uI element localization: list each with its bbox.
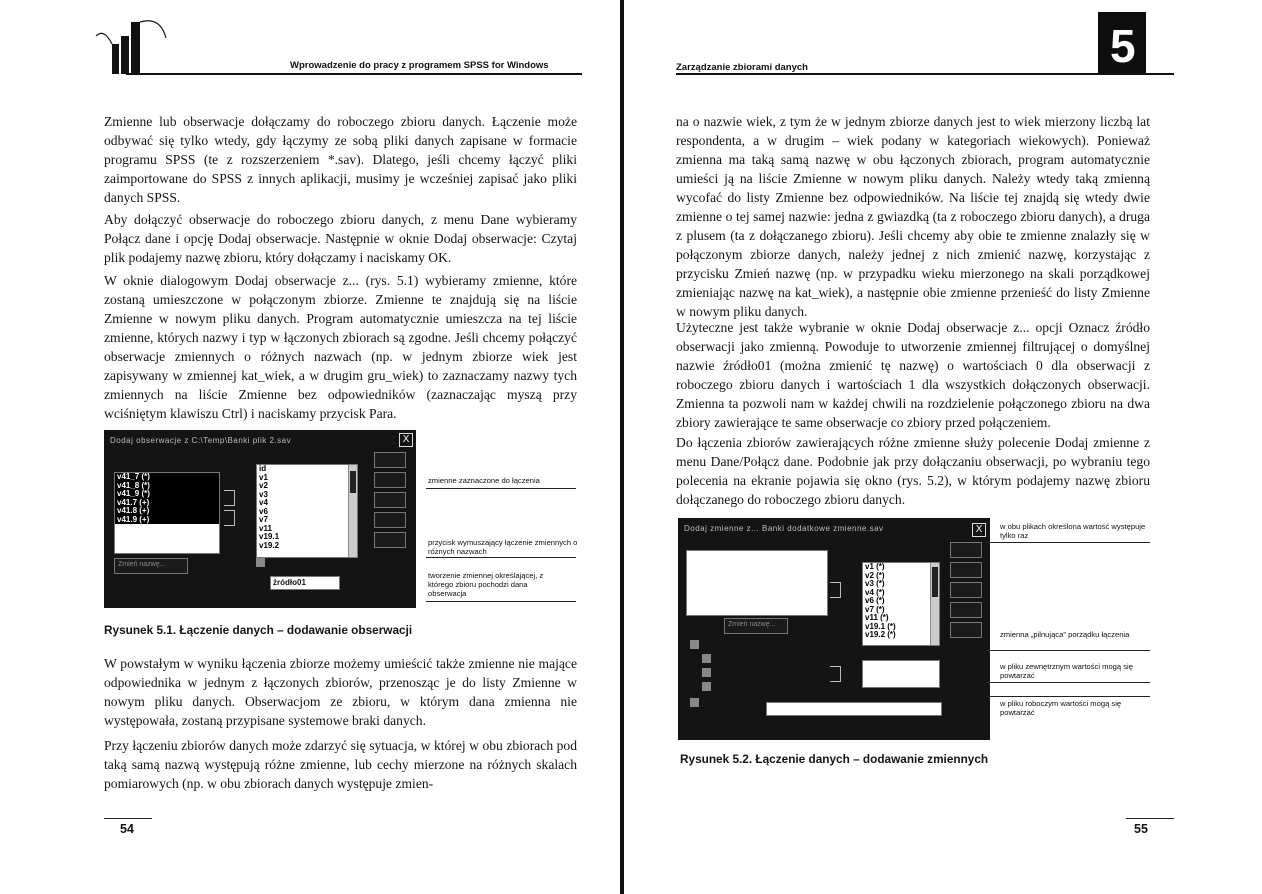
dialog-title: Dodaj obserwacje z C:\Temp\Banki plik 2.sav [110,436,292,445]
page-number-rule [1126,818,1174,819]
paragraph-2: Aby dołączyć obserwacje do roboczego zbioru danych, z menu Dane wybieramy Połącz dane i opcję Dodaj obserwacje. Następnie w oknie Dodaj obserwacje: Czytaj plik podajemy nazwę zbioru, który dołączamy i naciskamy OK. [104,212,577,265]
move-key-arrow-icon[interactable] [830,666,841,682]
book-logo-icon [90,14,180,78]
close-button[interactable]: X [972,523,986,537]
list-item[interactable]: id [259,464,267,473]
paragraph-5: Przy łączeniu zbiorów danych może zdarzyć się sytuacja, w której w obu zbiorach pod taką samą nazwą występują różne zmienne, lub cechy mierzone na różnych skalach pomiarowych (np. w obu zbiorach danych występuje zmien- [104,738,577,791]
annotation: w obu plikach określona wartość występuje tylko raz [1000,522,1146,540]
pair-arrow-icon[interactable] [224,510,235,526]
annotation: przycisk wymuszający łączenie zmiennych o różnych nazwach [428,538,578,556]
ok-button[interactable] [374,452,406,468]
close-button[interactable]: X [399,433,413,447]
scrollbar-thumb[interactable] [932,567,938,597]
annotation: zmienne zaznaczone do łączenia [428,476,540,485]
rename-button[interactable] [724,618,788,634]
list-scrollbar[interactable] [930,563,939,645]
figure-caption: Rysunek 5.1. Łączenie danych – dodawanie obserwacji [104,623,413,637]
page-number: 54 [120,822,134,836]
list-item[interactable]: v6 (*) [865,596,885,605]
dialog-add-variables [678,518,990,740]
list-item[interactable]: v41.9 (+) [115,516,219,525]
figure-caption: Rysunek 5.2. Łączenie danych – dodawanie zmiennych [680,752,989,766]
move-right-arrow-icon[interactable] [224,490,235,506]
annotation-rule [426,488,576,489]
indicator-variable-field[interactable] [766,702,942,716]
source-variable-field[interactable]: źródło01 [270,576,340,590]
annotation-rule [986,542,1150,543]
list-item[interactable]: v41_7 (*) [115,473,219,482]
dialog-title: Dodaj zmienne z... Banki dodatkowe zmienne.sav [684,524,884,533]
help-button[interactable] [950,622,982,638]
both-files-radio-icon[interactable] [702,682,711,691]
checkbox-icon[interactable] [256,558,265,567]
key-variables-list[interactable] [862,660,940,688]
chapter-number-badge [1098,12,1146,74]
annotation-rule [426,601,576,602]
cancel-button[interactable] [374,512,406,528]
list-item[interactable]: v4 (*) [865,587,885,597]
list-item[interactable]: v4 [259,498,268,507]
unpaired-variables-list[interactable] [114,472,220,554]
annotation: tworzenie zmiennej określającej, z którego zbioru pochodzi dana obserwacja [428,571,544,598]
annotation-rule [986,650,1150,651]
rename-label: Zmień nazwę... [728,621,776,628]
list-item[interactable]: v19.1 (*) [865,621,896,631]
indicator-checkbox-icon[interactable] [690,698,699,707]
list-item[interactable]: v19.2 [259,540,280,550]
list-scrollbar[interactable] [348,465,357,557]
list-item[interactable]: v3 (*) [865,579,885,588]
ok-button[interactable] [950,542,982,558]
paragraph-4: W powstałym w wyniku łączenia zbiorze możemy umieścić także zmienne nie mające odpowiednika w jednym z łączonych zbiorów, przenosząc je do listy Zmienne w nowym pliku danych. Obserwacjom ze zbioru, w którym dana zmienna nie występowała, zostaną przypisane systemowe braki danych. [104,656,577,728]
list-item[interactable]: v2 (*) [865,570,885,580]
list-item[interactable]: v41.8 (+) [115,507,219,516]
list-item[interactable]: v7 (*) [865,604,885,614]
paragraph-3: W oknie dialogowym Dodaj obserwacje z... (rys. 5.1) wybieramy zmienne, które zostaną umieszczone w połączonym zbiorze. Zmienne te znajdują się na liście Zmienne w nowym pliku danych. Program automatycznie umieszcza na tej liście zmienne, których nazwy i typ w łączonych zbiorach są zgodne. Jeśli chcemy połączyć obserwacje zmiennych o różnych nazwach (np. w jednym zbiorze wiek jest zapisywany w zmiennej kat_wiek, a w drugim gru_wiek) to zaznaczamy nazwy tych zmiennych na liście Zmienne bez odpowiedników (zaznaczając myszą przy wciśniętym klawiszu Ctrl) i naciskamy przycisk Para. [104,273,577,421]
page-number: 55 [1134,822,1148,836]
working-file-radio-icon[interactable] [702,668,711,677]
new-file-variables-list[interactable] [862,562,940,646]
paragraph-1: na o nazwie wiek, z tym że w jednym zbiorze danych jest to wiek mierzony liczbą lat respondenta, a w drugim – wiek podany w kategoriach wiekowych). Ponieważ zmienna ma taką samą nazwę w obu łączonych zbiorach, program automatycznie umieści ją na liście Zmienne w nowym pliku danych. Należy wtedy taką zmienną wycofać do listy Zmienne bez odpowiedników. Na liście tej znajdą się wtedy dwie zmienne o tej samej nazwie: jedna z gwiazdką (ta z roboczego zbioru danych), a druga z plusem (ta z dołączanego zbioru). Jeśli chcemy aby obie te zmienne znalazły się w połączonym zbiorze danych, należy jednej z nich zmienić nazwę, korzystając z przycisku Zmień nazwę (np. w przypadku wieku mierzonego na skali porządkowej zmieniając nazwę na kat_wiek), a następnie obie zmienne przenieść do listy Zmienne w nowym pliku danych. [676,114,1150,319]
paragraph-1: Zmienne lub obserwacje dołączamy do roboczego zbioru danych. Łączenie może odbywać się tylko wtedy, gdy łączymy ze sobą pliki danych zapisane w formacie programu SPSS (te z rozszerzeniem *.sav). Dlatego, jeśli chcemy łączyć pliki zaimportowane do SPSS z innych aplikacji, musimy je wcześniej zapisać jako pliki danych SPSS. [104,114,577,205]
paragraph-3: Do łączenia zbiorów zawierających różne zmienne służy polecenie Dodaj zmienne z menu Dane/Połącz dane. Podobnie jak przy dołączaniu obserwacji, po wybraniu tego polecenia na ekranie pojawia się okno (rys. 5.2), w którym podajemy nazwę zbioru dołączanego do roboczego zbioru danych. [676,435,1150,507]
list-item[interactable]: v2 [259,481,268,490]
running-header: Wprowadzenie do pracy z programem SPSS for Windows [290,60,549,71]
external-file-radio-icon[interactable] [702,654,711,663]
list-item[interactable]: v7 [259,515,268,524]
list-item[interactable]: v11 [259,523,272,533]
right-page [624,0,1262,894]
list-item[interactable]: v1 (*) [865,562,885,571]
excluded-variables-list[interactable] [686,550,828,616]
left-page [0,0,620,894]
help-button[interactable] [374,532,406,548]
annotation: w pliku zewnętrznym wartości mogą się powtarzać [1000,662,1133,680]
list-item[interactable]: v1 [259,472,268,482]
dialog-add-cases [104,430,416,608]
list-item[interactable]: v3 [259,489,268,499]
scrollbar-thumb[interactable] [350,471,356,493]
page-number-rule [104,818,152,819]
list-item[interactable]: v41_9 (*) [115,490,219,499]
list-item[interactable]: v19.1 [259,532,280,541]
list-item[interactable]: v6 [259,506,268,516]
annotation: zmienna „pilnująca" porządku łączenia [1000,630,1130,639]
reset-button[interactable] [374,492,406,508]
new-file-variables-list[interactable] [256,464,358,558]
annotation-rule [426,557,576,558]
chapter-number: 5 [1110,20,1136,72]
match-checkbox-icon[interactable] [690,640,699,649]
annotation-rule [986,696,1150,697]
reset-button[interactable] [950,582,982,598]
list-item[interactable]: v41.7 (+) [115,499,219,508]
paste-button[interactable] [374,472,406,488]
running-header: Zarządzanie zbiorami danych [676,62,808,73]
cancel-button[interactable] [950,602,982,618]
annotation: w pliku roboczym wartości mogą się powtarzać [1000,699,1122,717]
move-right-arrow-icon[interactable] [830,582,841,598]
paragraph-2: Użyteczne jest także wybranie w oknie Dodaj obserwacje z... opcji Oznacz źródło obserwacji jako zmienną. Powoduje to utworzenie zmiennej filtrującej o domyślnej nazwie źródło01 (można zmienić tę nazwę) o wartościach 0 dla obserwacji z roboczego zbioru danych i wartościach 1 dla wszystkich dołączonych obserwacji. Zmienna ta pozwoli nam w każdej chwili na rozdzielenie połączonego zbioru na dwa zbiory zawierające te same obserwacje co zbiory przed połączeniem. [676,320,1150,430]
list-item[interactable]: v11 (*) [865,613,889,622]
rename-button[interactable] [114,558,188,574]
annotation-rule [986,682,1150,683]
list-item[interactable]: v19.2 (*) [865,630,896,639]
paste-button[interactable] [950,562,982,578]
rename-label: Zmień nazwę... [118,561,166,568]
list-item[interactable]: v41_8 (*) [115,482,219,491]
header-rule [126,73,582,75]
